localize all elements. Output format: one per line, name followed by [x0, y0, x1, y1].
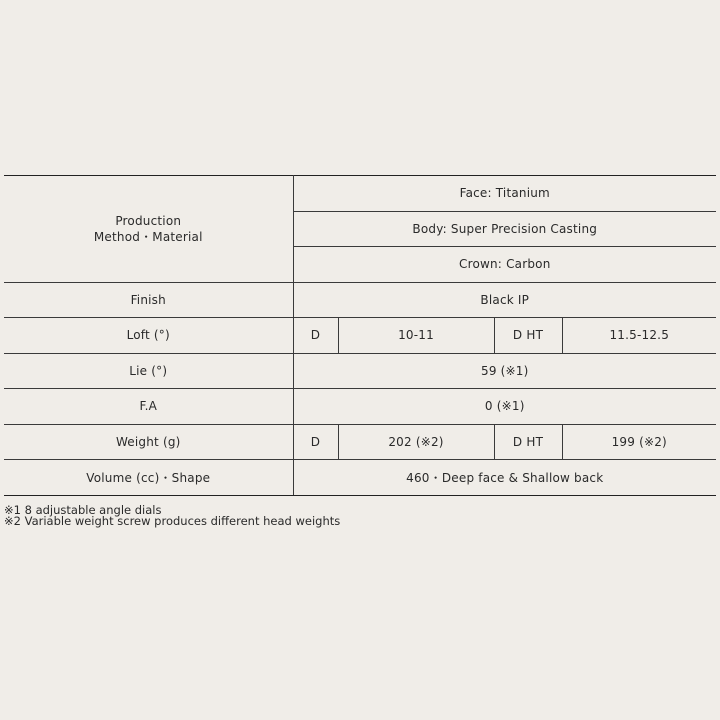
footnotes	[4, 505, 340, 527]
weight-dht-value: 199 (※2)	[562, 424, 716, 460]
lie-label: Lie (°)	[4, 353, 293, 389]
material-face-value: Face: Titanium	[293, 176, 716, 212]
weight-d-label: D	[293, 424, 338, 460]
spec-row-finish	[4, 282, 716, 318]
production-method-label	[4, 176, 293, 283]
fa-label: F.A	[4, 389, 293, 425]
spec-row-loft	[4, 318, 716, 354]
volume-label: Volume (cc)・Shape	[4, 460, 293, 496]
loft-dht-label: D HT	[494, 318, 562, 354]
weight-label: Weight (g)	[4, 424, 293, 460]
production-label-line1: Production	[115, 213, 182, 228]
fa-value: 0 (※1)	[293, 389, 716, 425]
material-crown-value: Crown: Carbon	[293, 247, 716, 283]
footnote-2: ※2 Variable weight screw produces different head weights	[4, 514, 341, 528]
volume-value: 460・Deep face & Shallow back	[293, 460, 716, 496]
lie-value: 59 (※1)	[293, 353, 716, 389]
loft-dht-value: 11.5-12.5	[562, 318, 716, 354]
spec-row-volume	[4, 460, 716, 496]
weight-dht-label: D HT	[494, 424, 562, 460]
loft-d-value: 10-11	[338, 318, 494, 354]
spec-row-fa	[4, 389, 716, 425]
finish-label: Finish	[4, 282, 293, 318]
finish-value: Black IP	[293, 282, 716, 318]
spec-row-weight	[4, 424, 716, 460]
spec-row-production-face	[4, 176, 716, 212]
footnote-1: ※1 8 adjustable angle dials	[4, 503, 162, 517]
weight-d-value: 202 (※2)	[338, 424, 494, 460]
spec-table	[4, 175, 716, 496]
loft-label: Loft (°)	[4, 318, 293, 354]
material-body-value: Body: Super Precision Casting	[293, 211, 716, 247]
loft-d-label: D	[293, 318, 338, 354]
production-label-line2: Method・Material	[93, 229, 203, 244]
spec-row-lie	[4, 353, 716, 389]
